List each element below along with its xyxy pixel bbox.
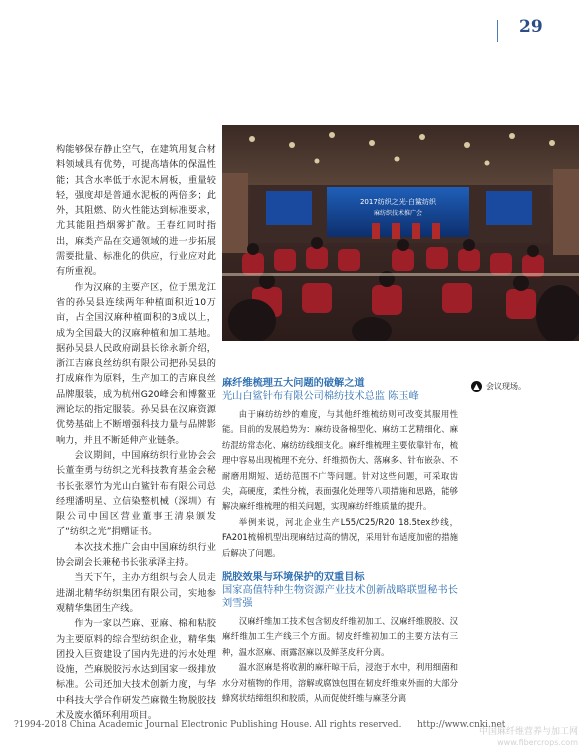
footer-link[interactable]: http://www.cnki.net — [417, 720, 506, 730]
caption-arrow-icon: ▲ — [471, 381, 482, 392]
watermark — [460, 727, 578, 748]
page-number-box — [497, 14, 567, 50]
banner-line-1: 2017纺织之光·白鲨纺织 — [359, 198, 437, 206]
left-article-column — [56, 142, 216, 723]
section-paragraph: 汉麻纤维加工技术包含韧皮纤维初加工、汉麻纤维脱胶、汉麻纤维加工生产线三个方面。韧皮纤维初加工的主要方法有三种，温水沤麻、雨露沤麻以及鲜茎皮秆分离。 — [222, 616, 458, 657]
section-title: 脱胶效果与环境保护的双重目标 — [222, 572, 365, 584]
page-number: 29 — [519, 17, 543, 37]
left-paragraph: 作为一家以苎麻、亚麻、棉和粘胶为主要原料的综合型纺织企业，精华集团投入巨资建设了国内先进的污水处理设施，苎麻脱胶污水达到国家一级排放标准。公司还加大技术创新力度，与华中科技大学合作研发苎麻微生物脱胶技术及废水循环利用项目。 — [56, 618, 216, 721]
left-paragraph: 会议期间，中国麻纺织行业协会会长董奎勇与纺织之光科技教育基金会秘书长张翠竹为光山白鲨针布有限公司总经理潘明星、立信染整机械（深圳）有限公司中国区营业董事王清泉颁发了“纺织之光”捐赠证书。 — [56, 449, 216, 538]
left-paragraph: 本次技术推广会由中国麻纺织行业协会副会长兼秘书长张承泽主持。 — [56, 541, 216, 569]
section-byline: 光山白鲨针布有限公司棉纺技术总监 陈玉峰 — [222, 391, 419, 402]
watermark-url: www.fibercrops.com — [497, 738, 578, 747]
copyright-text: ?1994-2018 China Academic Journal Electronic Publishing House. All rights reserved. — [14, 720, 402, 730]
section-paragraph: 温水沤麻是将收割的麻秆晾干后，浸泡于水中，利用细菌和水分对植物的作用，溶解或腐蚀包围在韧皮纤维束外面的大部分蜂窝状结缔组织和胶质，从而促使纤维与麻茎分离 — [222, 662, 458, 704]
section-byline: 国家高值特种生物资源产业技术创新战略联盟秘书长 刘雪强 — [222, 585, 458, 610]
right-article-column — [222, 377, 458, 707]
conference-photo — [222, 125, 579, 341]
page-number-separator — [497, 20, 498, 42]
section-spacer — [222, 561, 458, 571]
section-title: 麻纤维梳理五大问题的破解之道 — [222, 378, 365, 389]
watermark-site-name: 中国麻纤维营养与加工网 — [478, 727, 578, 737]
left-paragraph: 构能够保存静止空气，在建筑用复合材料领域具有优势，可提高墙体的保温性能；其含水率低于水泥木屑板，重量较轻，强度却是普通水泥板的两倍多；此外，其阻燃、防火性能达到标准要求，尤其能阻挡烟雾扩散。王春红同时指出，麻类产品在交通领域的进一步拓展需要批量、标准化的供应，行业应对此有所重视。 — [56, 144, 216, 278]
section-paragraph: 举例来说，河北企业生产L55/C25/R20 18.5tex纱线，FA201梳棉机型出现麻结过高的情况，采用针布适度加密的措施后解决了问题。 — [222, 516, 458, 558]
left-paragraph: 作为汉麻的主要产区，位于黑龙江省的孙吴县连续两年种植面积近10万亩，占全国汉麻种植面积的3成以上，成为全国最大的汉麻种植和加工基地。据孙吴县人民政府副县长徐永新介绍，浙江吉麻良丝纺织有限公司把孙吴县的打成麻作为原料，生产加工的吉麻良丝品牌服装，成为杭州G20峰会和博鳌亚洲论坛的指定服装。孙吴县在汉麻资源优势基础上不断增强科技力量与品牌影响力，并且不断延伸产业链条。 — [56, 281, 216, 446]
section-paragraph: 由于麻纺纺纱的难度，与其他纤维梳纺则可改变其服用性能。目前的发展趋势为：麻纺设备棉型化、麻纺工艺精细化、麻纺混纺常态化、麻纺纺线细支化。麻纤维梳理主要依靠针布，梳理中容易出现梳理不充分、纤维损伤大、落麻多、针布嵌杂、不耐磨用期短、适纺范围不广等问题。针对这些问题，可采取齿尖，高硬度，柔性分梳，表面强化处理等八项措施和思路，能够解决麻纤维梳理的相关问题，实现麻纺纤维质量的提升。 — [222, 409, 458, 512]
left-paragraph: 当天下午，主办方组织与会人员走进湖北精华纺织集团有限公司，实地参观精华集团生产线。 — [56, 572, 216, 614]
banner-line-2: 麻纺织技术推广会 — [373, 210, 423, 217]
photo-caption: 会议现场。 — [486, 382, 526, 391]
